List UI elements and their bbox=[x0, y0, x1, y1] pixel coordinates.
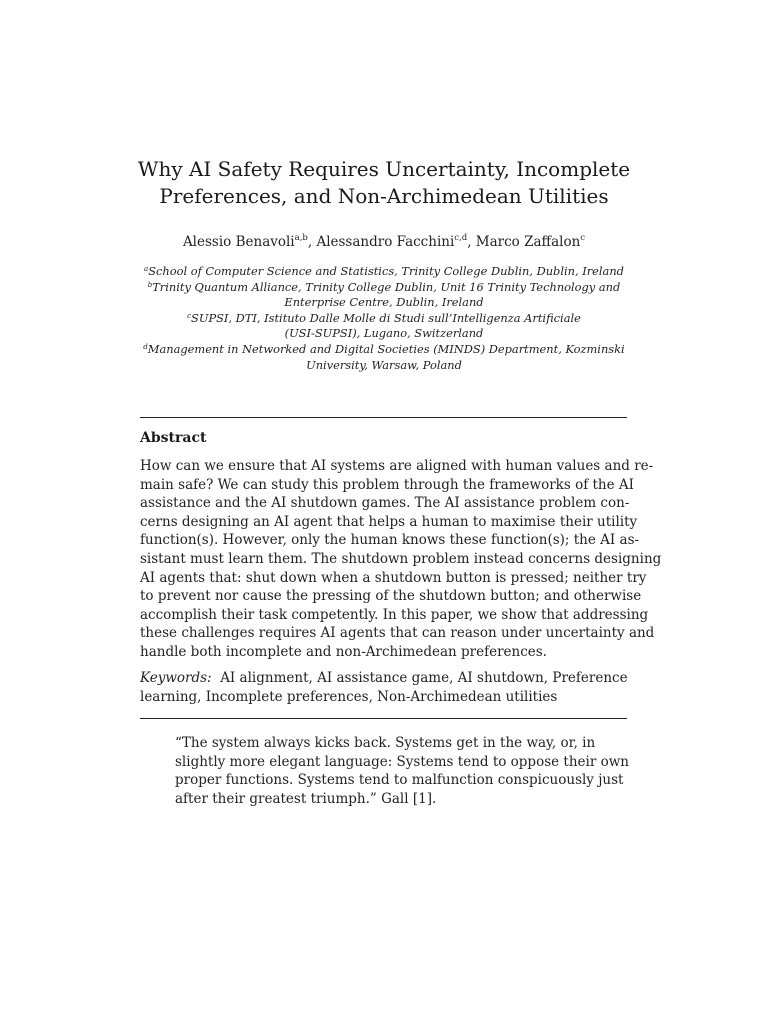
author-affiliation-mark: a,b bbox=[294, 233, 308, 243]
affiliation-line bbox=[140, 295, 628, 311]
title-line: Why AI Safety Requires Uncertainty, Incomplete bbox=[137, 157, 631, 181]
affiliation-line bbox=[140, 326, 628, 342]
paper-title bbox=[100, 156, 668, 210]
abstract-line: handle both incomplete and non-Archimedean preferences. bbox=[140, 643, 547, 660]
affiliation-line bbox=[140, 342, 628, 358]
abstract-line: function(s). However, only the human knows these function(s); the AI as- bbox=[140, 532, 640, 549]
author-name: Alessio Benavoli bbox=[182, 234, 295, 250]
author-separator: , bbox=[467, 234, 476, 250]
quote-line: after their greatest triumph.” Gall [1]. bbox=[175, 790, 437, 807]
affiliation-mark: d bbox=[143, 342, 148, 351]
abstract-text bbox=[140, 457, 662, 662]
affiliation-text: Trinity Quantum Alliance, Trinity College Dublin, Unit 16 Trinity Technology and bbox=[152, 279, 621, 294]
abstract-bottom-rule bbox=[140, 718, 627, 719]
author-affiliation-mark: c bbox=[580, 233, 586, 243]
author-name: Alessandro Facchini bbox=[316, 234, 455, 250]
author-separator: , bbox=[307, 234, 317, 250]
affiliation-mark: c bbox=[187, 311, 192, 320]
abstract-heading: Abstract bbox=[140, 430, 207, 446]
affiliation-text: University, Warsaw, Poland bbox=[306, 357, 462, 372]
affiliation-line bbox=[140, 280, 628, 296]
abstract-line: cerns designing an AI agent that helps a human to maximise their utility bbox=[140, 513, 638, 530]
abstract-line: assistance and the AI shutdown games. The AI assistance problem con- bbox=[140, 495, 630, 512]
affiliation-text: (USI-SUPSI), Lugano, Switzerland bbox=[284, 326, 484, 341]
abstract-line: main safe? We can study this problem through the frameworks of the AI bbox=[140, 476, 634, 493]
affiliation-mark: b bbox=[147, 280, 153, 289]
title-line: Preferences, and Non-Archimedean Utilities bbox=[159, 184, 609, 208]
abstract-line: these challenges requires AI agents that can reason under uncertainty and bbox=[140, 625, 655, 642]
author-name: Marco Zaffalon bbox=[475, 234, 581, 250]
abstract-line: sistant must learn them. The shutdown problem instead concerns designing bbox=[140, 550, 662, 567]
quote-line: “The system always kicks back. Systems get in the way, or, in bbox=[175, 735, 596, 751]
affiliation-line bbox=[140, 311, 628, 327]
affiliation-line bbox=[140, 264, 628, 280]
author-list bbox=[100, 233, 668, 251]
quote-line: proper functions. Systems tend to malfunction conspicuously just bbox=[175, 772, 624, 789]
keywords-label: Keywords: bbox=[140, 670, 212, 686]
abstract-line: accomplish their task competently. In this paper, we show that addressing bbox=[140, 606, 649, 623]
affiliation-mark: a bbox=[144, 265, 149, 273]
quote-line: slightly more elegant language: Systems tend to oppose their own bbox=[175, 753, 629, 770]
affiliation-text: School of Computer Science and Statistics, Trinity College Dublin, Dublin, Ireland bbox=[148, 264, 624, 278]
affiliation-line bbox=[140, 358, 628, 374]
abstract-line: AI agents that: shut down when a shutdown button is pressed; neither try bbox=[140, 569, 647, 586]
keywords-line bbox=[140, 669, 627, 688]
affiliation-text: SUPSI, DTI, Istituto Dalle Molle di Studi sull’Intelligenza Artificiale bbox=[191, 310, 581, 325]
author-affiliation-mark: c,d bbox=[454, 233, 468, 243]
affiliation-text: Enterprise Centre, Dublin, Ireland bbox=[284, 295, 484, 310]
abstract-top-rule bbox=[140, 417, 627, 418]
affiliations bbox=[140, 264, 628, 373]
keywords-line: learning, Incomplete preferences, Non-Archimedean utilities bbox=[140, 688, 558, 705]
keywords bbox=[140, 669, 627, 706]
keywords-text: AI alignment, AI assistance game, AI shutdown, Preference bbox=[220, 670, 628, 686]
affiliation-text: Management in Networked and Digital Societies (MINDS) Department, Kozminski bbox=[147, 341, 625, 356]
epigraph-quote bbox=[175, 734, 629, 808]
abstract-line: to prevent nor cause the pressing of the shutdown button; and otherwise bbox=[140, 588, 642, 605]
abstract-line: How can we ensure that AI systems are aligned with human values and re- bbox=[140, 458, 654, 474]
